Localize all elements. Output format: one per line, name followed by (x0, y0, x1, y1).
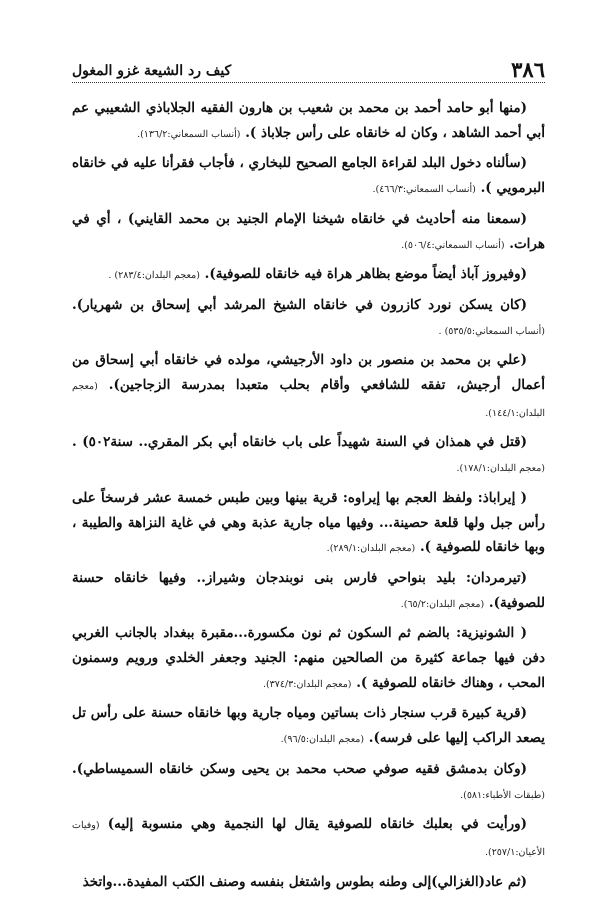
paragraph (72, 262, 545, 289)
citation-reference: (أنساب السمعاني:٥٣٥/٥) . (438, 325, 545, 337)
page-header (72, 56, 545, 83)
citation-reference: (معجم البلدان:٢٨٣/٤) . (108, 270, 200, 282)
paragraph (72, 430, 545, 481)
paragraph (72, 486, 545, 562)
paragraph-text: ( الشونيزية: بالضم ثم السكون ثم نون مكسورة...مقبرة ببغداد بالجانب الغربي دفن فيها جماعة كثيرة من الصالحين منهم: الجنيد وجعفر الخلدي ورويم وسمنون المحب ، وهناك خانقاه للصوفية ). (72, 625, 545, 691)
paragraph (72, 621, 545, 697)
paragraph-text: (وفيروز آباذ أيضاً موضع بظاهر هراة فيه خانقاه للصوفية). (204, 266, 527, 283)
paragraph-text: ( إيراباذ: ولفظ العجم بها إيراوه: قرية بينها وبين طبس خمسة عشر فرسخاً على رأس جبل ولها قلعة حصينة... وفيها مياه جارية عذبة وهي في غاية النزاهة والطيبة ، وبها خانقاه للصوفية ). (72, 489, 545, 556)
body-text (72, 96, 545, 898)
paragraph-text: (منها أبو حامد أحمد بن محمد بن شعيب بن هارون الفقيه الجلاباذي الشعيبي عم أبي أحمد الشاهد ، وكان له خانقاه على رأس جلاباذ ). (72, 100, 545, 141)
citation-reference: (وفيات الأعيان:٢٥٧/١). (72, 820, 545, 858)
paragraph (72, 96, 545, 147)
citation-reference: (طبقات الأطباء:٥٨١). (460, 789, 545, 801)
paragraph (72, 151, 545, 202)
paragraph-text: (سمعنا منه أحاديث في خانقاه شيخنا الإمام الجنيد بن محمد القايني) ، أي في هرات. (72, 210, 545, 252)
running-title: كيف رد الشيعة غزو المغول (72, 63, 232, 79)
citation-reference: (معجم البلدان:٩٦/٥). (280, 734, 365, 746)
citation-reference: (معجم البلدان:١٤٤/١). (72, 381, 545, 419)
paragraph-text: (تيرمردان: بليد بنواحي فارس بنى نوبندجان وشيراز.. وفيها خانقاه حسنة للصوفية). (72, 569, 545, 611)
paragraph-text: (وكان بدمشق فقيه صوفي صحب محمد بن يحيى وسكن خانقاه السميساطي). (72, 760, 527, 777)
citation-reference: (أنساب السمعاني:٥٠٦/٤). (401, 239, 505, 251)
paragraph (72, 566, 545, 617)
paragraph (72, 757, 545, 808)
paragraph-text: (علي بن محمد بن منصور بن داود الأرجيشي، مولده في خانقاه أبي إسحاق من أعمال أرجيش، تفقه للشافعي وأقام بحلب متعبدا بمدرسة الزجاجين). (72, 352, 545, 394)
paragraph (72, 812, 545, 865)
citation-reference: (معجم البلدان:١٧٨/١). (456, 463, 545, 475)
paragraph-text: (ثم عاد(الغزالي)إلى وطنه بطوس واشتغل بنفسه وصنف الكتب المفيدة...واتخذ (82, 873, 527, 890)
citation-reference: (أنساب السمعاني:١٣٦/٢). (137, 128, 241, 140)
paragraph (72, 870, 545, 895)
citation-reference: (معجم البلدان:٢٨٩/١). (326, 543, 416, 555)
citation-reference: (معجم البلدان:٦٥/٢). (400, 598, 485, 610)
paragraph (72, 348, 545, 426)
page-number: ٣٨٦ (511, 57, 545, 82)
paragraph-text: (كان يسكن نورد كازرون في خانقاه الشيخ المرشد أبي إسحاق بن شهريار). (72, 296, 527, 313)
paragraph-text: (سألناه دخول البلد لقراءة الجامع الصحيح للبخاري ، فأجاب فقرأنا عليه في خانقاه البرمويي ). (72, 155, 545, 197)
paragraph (72, 293, 545, 344)
paragraph-text: (قرية كبيرة قرب سنجار ذات بساتين ومياه جارية وبها خانقاه حسنة على رأس تل يصعد الراكب إليها على فرسه). (72, 705, 545, 747)
paragraph (72, 207, 545, 258)
paragraph-text: (ورأيت في بعلبك خانقاه للصوفية يقال لها النجمية وهي منسوبة إليه) (107, 816, 528, 833)
citation-reference: (معجم البلدان:٣٧٤/٣). (262, 678, 352, 690)
paragraph (72, 701, 545, 752)
citation-reference: (أنساب السمعاني:٤٦٦/٣). (372, 184, 476, 196)
paragraph-text: (قتل في همذان في السنة شهيداً على باب خانقاه أبي بكر المقري.. سنة٥٠٢) . (72, 434, 527, 451)
